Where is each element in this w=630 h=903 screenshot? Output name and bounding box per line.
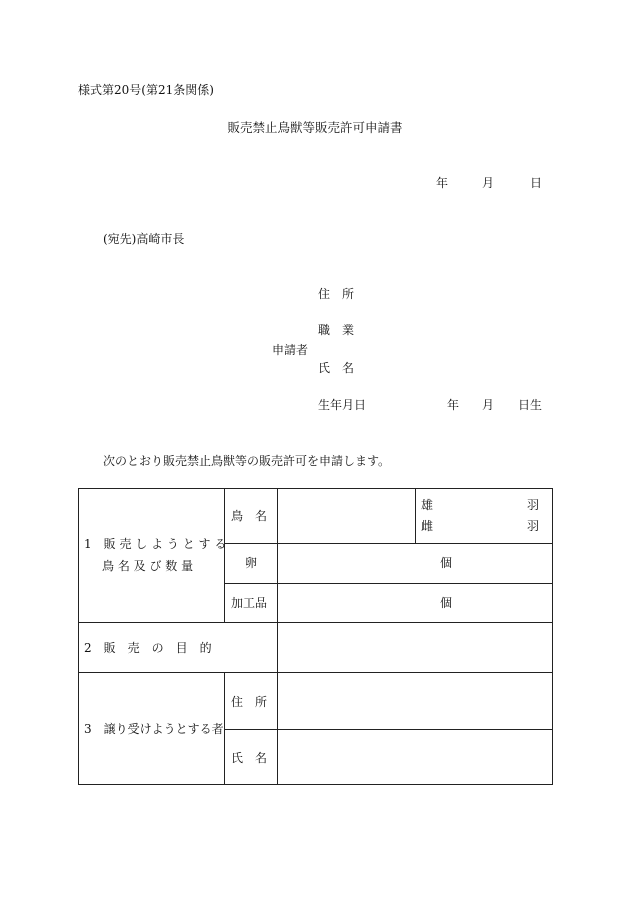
processed-goods-unit: 個 (440, 596, 453, 610)
birth-year-label: 年 (447, 398, 460, 412)
application-statement: 次のとおり販売禁止鳥獣等の販売許可を申請します。 (103, 454, 391, 468)
row1-label-line1: 1 販 売 し よ う と す る (84, 537, 227, 551)
applicant-address-label: 住 所 (318, 287, 355, 301)
birth-month-label: 月 (482, 398, 495, 412)
applicant-birthdate-label: 生年月日 (318, 398, 367, 412)
recipient-label: 3 譲り受けようとする者 (84, 722, 224, 736)
applicant-name-label: 氏 名 (318, 361, 355, 375)
processed-goods-label: 加工品 (231, 596, 268, 610)
recipient-address-label: 住 所 (231, 695, 268, 709)
male-count-unit: 羽 (527, 498, 540, 512)
applicant-label: 申請者 (272, 343, 309, 357)
recipient-name-label: 氏 名 (231, 751, 268, 765)
egg-count-unit: 個 (440, 556, 453, 570)
date-year-label: 年 (436, 176, 449, 190)
document-title: 販売禁止鳥獣等販売許可申請書 (227, 120, 403, 135)
recipient-name-value[interactable] (290, 746, 540, 770)
date-day-label: 日 (530, 176, 543, 190)
date-month-label: 月 (482, 176, 495, 190)
egg-label: 卵 (245, 556, 258, 570)
row1-label-line2: 鳥 名 及 び 数 量 (102, 559, 194, 573)
addressee: (宛先)高崎市長 (103, 232, 185, 246)
recipient-address-value[interactable] (290, 690, 540, 714)
applicant-occupation-label: 職 業 (318, 323, 355, 337)
female-label: 雌 (421, 519, 434, 533)
birth-day-label: 日生 (518, 398, 543, 412)
female-count-unit: 羽 (527, 519, 540, 533)
bird-name-label: 鳥 名 (231, 509, 268, 523)
sales-purpose-label: 2 販 売 の 目 的 (84, 641, 212, 655)
bird-name-value[interactable] (300, 500, 400, 524)
form-number-label: 様式第20号(第21条関係) (78, 83, 214, 97)
sales-purpose-value[interactable] (290, 636, 540, 660)
male-label: 雄 (421, 498, 434, 512)
